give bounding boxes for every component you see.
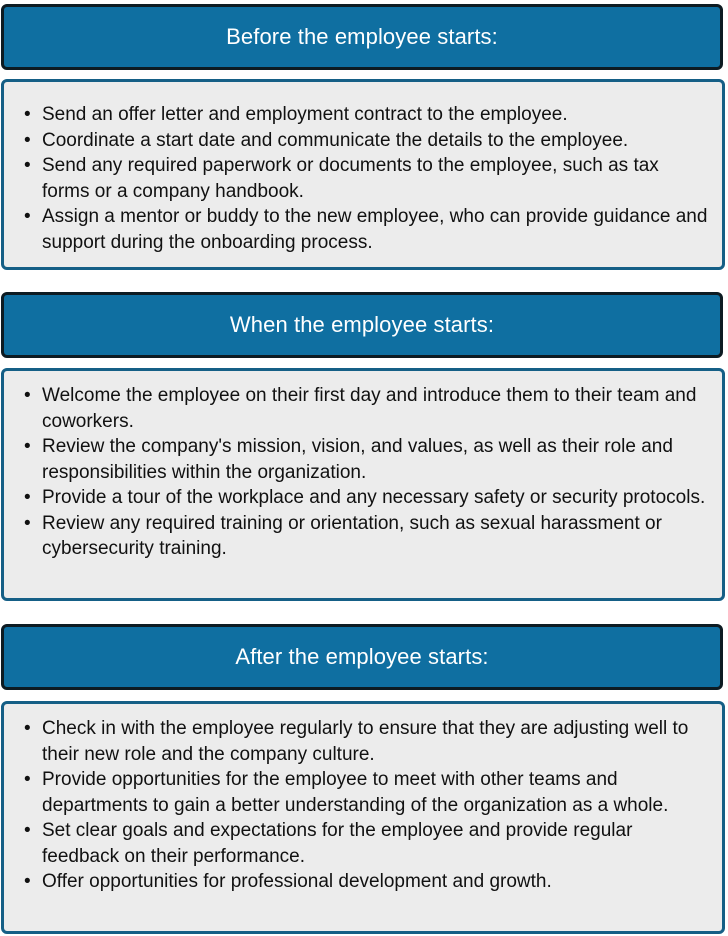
bullet-icon: •: [24, 487, 31, 508]
bullet-icon: •: [24, 385, 31, 406]
list-item: • Offer opportunities for professional development and growth.: [4, 869, 722, 895]
list-item: • Send any required paperwork or documents to the employee, such as tax forms or a company handbook.: [24, 155, 659, 202]
after-section-header: [1, 624, 723, 690]
before-section-title: Before the employee starts:: [226, 24, 498, 49]
bullet-icon: •: [24, 206, 31, 227]
after-section-list: [4, 716, 722, 895]
list-item: • Provide opportunities for the employee to meet with other teams and departments to gain a better understanding of the organization as a whole.: [24, 769, 669, 816]
list-item: • Provide a tour of the workplace and any necessary safety or security protocols.: [4, 485, 722, 511]
bullet-icon: •: [24, 820, 31, 841]
when-section-title: When the employee starts:: [229, 312, 495, 337]
after-section-list-box: [1, 701, 725, 934]
list-item: • Welcome the employee on their first day and introduce them to their team and coworkers.: [24, 385, 697, 432]
list-item: • Set clear goals and expectations for the employee and provide regular feedback on their performance.: [24, 820, 633, 867]
when-section-list-box: [1, 368, 725, 601]
bullet-icon: •: [24, 436, 31, 457]
before-section-list: [4, 102, 722, 255]
list-item: • Check in with the employee regularly to ensure that they are adjusting well to their new role and the company culture.: [24, 718, 689, 765]
list-item: • Review the company's mission, vision, and values, as well as their role and responsibilities within the organization.: [24, 436, 673, 483]
bullet-icon: •: [24, 769, 31, 790]
list-item: • Send an offer letter and employment contract to the employee.: [4, 102, 722, 128]
list-item: • Coordinate a start date and communicate the details to the employee.: [4, 128, 722, 154]
list-item: • Review any required training or orientation, such as sexual harassment or cybersecurity training.: [24, 512, 662, 559]
before-section-list-box: [1, 79, 725, 270]
bullet-icon: •: [24, 871, 31, 892]
when-section-header: [1, 292, 723, 358]
list-item: • Assign a mentor or buddy to the new employee, who can provide guidance and support during the onboarding process.: [24, 206, 708, 253]
when-section-list: [4, 383, 722, 562]
after-section-title: After the employee starts:: [235, 644, 489, 669]
bullet-icon: •: [24, 104, 31, 125]
bullet-icon: •: [24, 718, 31, 739]
bullet-icon: •: [24, 129, 31, 151]
bullet-icon: •: [24, 512, 31, 534]
bullet-icon: •: [24, 155, 31, 176]
before-section-header: [1, 4, 723, 70]
